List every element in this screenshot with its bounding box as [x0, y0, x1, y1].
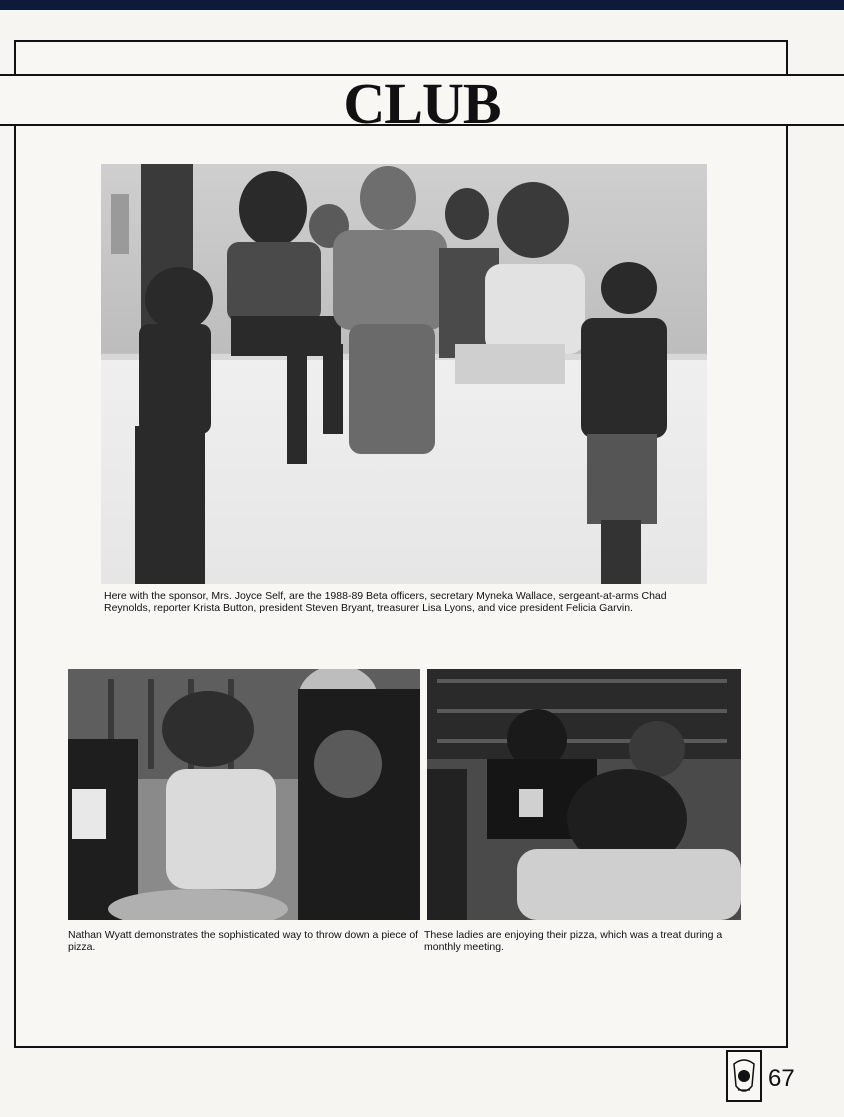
officers-group-illustration [101, 164, 707, 584]
pizza-throw-illustration [68, 669, 420, 920]
ladies-pizza-caption: These ladies are enjoying their pizza, which was a treat during a monthly meeting. [424, 929, 723, 953]
school-crest-badge [726, 1050, 762, 1102]
pizza-throw-caption: Nathan Wyatt demonstrates the sophisticated way to throw down a piece of pizza. [68, 929, 419, 953]
officers-group-photo [101, 164, 707, 584]
ladies-pizza-photo [427, 669, 741, 920]
page-title: CLUB [343, 74, 501, 126]
top-edge-band [0, 0, 844, 10]
ladies-pizza-illustration [427, 669, 741, 920]
crest-icon [728, 1052, 760, 1100]
pizza-throw-photo [68, 669, 420, 920]
page-number: 67 [768, 1065, 795, 1092]
officers-caption: Here with the sponsor, Mrs. Joyce Self, are the 1988-89 Beta officers, secretary Myneka Wallace, sergeant-at-arms Chad Reynolds, reporter Krista Button, president Steven Bryant, treasurer Lisa Lyons, and vice president Felicia Garvin. [104, 590, 667, 614]
